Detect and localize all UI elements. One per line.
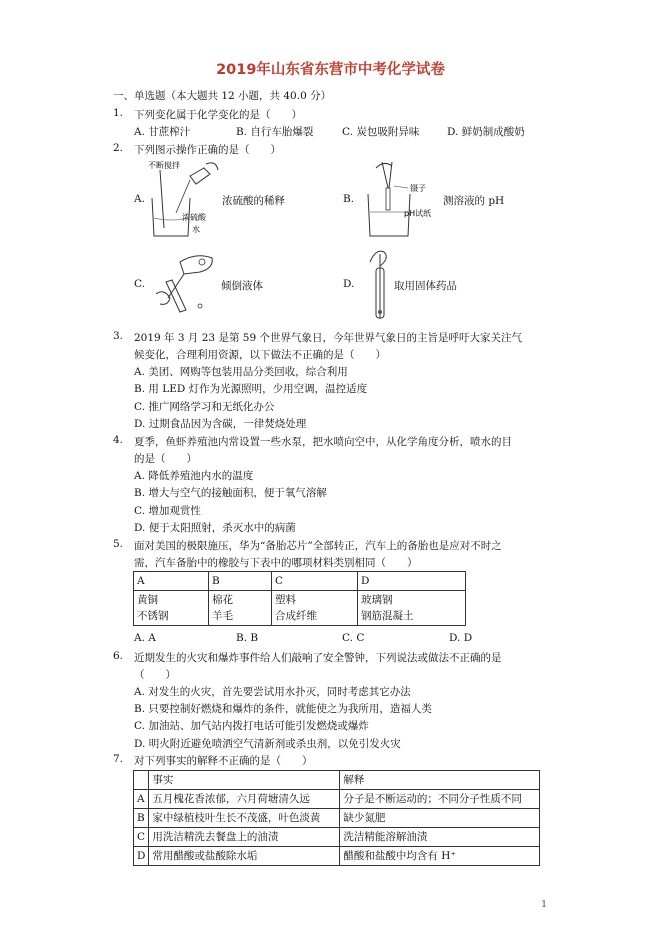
question-text: 下列变化属于化学变化的是（ ） bbox=[134, 109, 302, 121]
material-table bbox=[133, 571, 466, 626]
water-label: 水 bbox=[192, 225, 200, 234]
facts-table bbox=[133, 770, 540, 866]
option-a: A. A bbox=[134, 632, 156, 644]
question-text-line2: 需，汽车备胎中的橡胶与下表中的哪项材料类别相同（ ） bbox=[134, 557, 418, 569]
option-c: C. 加油站、加气站内拨打电话可能引发燃烧或爆炸 bbox=[134, 720, 369, 732]
table-cell: D bbox=[134, 847, 149, 866]
question-number: 2. bbox=[113, 142, 124, 154]
option-c: C. 增加观赏性 bbox=[134, 505, 201, 517]
option-a-text: 浓硫酸的稀释 bbox=[222, 195, 285, 207]
question-text-line2: 的是（ ） bbox=[134, 453, 197, 465]
table-cell: 五月槐花香浓郁，六月荷塘清久远 bbox=[149, 790, 340, 809]
question-text-line1: 夏季，鱼虾养殖池内常设置一些水泵，把水喷向空中，从化学角度分析，喷水的目 bbox=[134, 436, 512, 448]
table-cell: 黄铜 不锈钢 bbox=[134, 591, 209, 626]
table-header-row bbox=[134, 771, 540, 790]
table-row bbox=[134, 828, 540, 847]
option-b: B. 自行车胎爆裂 bbox=[236, 126, 314, 138]
table-header-cell: D bbox=[358, 572, 466, 591]
option-b: B. 增大与空气的接触面积，便于氧气溶解 bbox=[134, 487, 327, 499]
table-cell: 棉花 羊毛 bbox=[209, 591, 272, 626]
option-d: D. 鲜奶制成酸奶 bbox=[447, 126, 525, 138]
option-d: D. D bbox=[449, 632, 473, 644]
question-number: 3. bbox=[113, 330, 124, 342]
table-row bbox=[134, 847, 540, 866]
table-cell: 玻璃钢 钢筋混凝土 bbox=[358, 591, 466, 626]
ph-paper-label: pH试纸 bbox=[404, 209, 432, 218]
stir-label: 不断搅拌 bbox=[148, 161, 180, 170]
question-text-line1: 面对美国的极限施压，华为“备胎芯片”全部转正，汽车上的备胎也是应对不时之 bbox=[134, 540, 502, 552]
table-cell: A bbox=[134, 790, 149, 809]
table-cell: C bbox=[134, 828, 149, 847]
question-text: 下列图示操作正确的是（ ） bbox=[134, 144, 281, 156]
option-d: D. 便于太阳照射，杀灭水中的病菌 bbox=[134, 522, 296, 534]
question-number: 1. bbox=[113, 107, 124, 119]
table-cell: 缺少氮肥 bbox=[340, 809, 540, 828]
table-row bbox=[134, 809, 540, 828]
pouring-figure bbox=[150, 248, 222, 318]
table-header-row bbox=[134, 572, 466, 591]
table-cell: B bbox=[134, 809, 149, 828]
ph-test-figure bbox=[362, 158, 442, 242]
option-d-text: 取用固体药品 bbox=[394, 280, 457, 292]
table-header-cell bbox=[134, 771, 149, 790]
question-text-line2: （ ） bbox=[134, 669, 176, 681]
option-a: A. 降低养殖池内水的温度 bbox=[134, 470, 254, 482]
table-header-cell: 解释 bbox=[340, 771, 540, 790]
table-cell: 塑料 合成纤维 bbox=[272, 591, 358, 626]
question-text: 对下列事实的解释不正确的是（ ） bbox=[134, 755, 313, 767]
table-cell: 常用醋酸或盐酸除水垢 bbox=[149, 847, 340, 866]
table-row bbox=[134, 790, 540, 809]
option-a-label: A. bbox=[134, 193, 145, 205]
acid-label: 浓硫酸 bbox=[182, 213, 206, 222]
option-a: A. 甘蔗榨汁 bbox=[134, 126, 191, 138]
table-cell: 醋酸和盐酸中均含有 H⁺ bbox=[340, 847, 540, 866]
option-c: C. 炭包吸附异味 bbox=[342, 126, 420, 138]
option-b-label: B. bbox=[343, 193, 355, 205]
table-header-cell: B bbox=[209, 572, 272, 591]
option-b-text: 测溶液的 pH bbox=[443, 195, 505, 207]
section-heading: 一、单选题（本大题共 12 小题，共 40.0 分） bbox=[113, 90, 332, 102]
table-cell: 洗洁精能溶解油渍 bbox=[340, 828, 540, 847]
option-d: D. 过期食品因为含碳，一律焚烧处理 bbox=[134, 418, 307, 430]
option-d-label: D. bbox=[343, 278, 355, 290]
table-row bbox=[134, 591, 466, 626]
option-c: C. 推广网络学习和无纸化办公 bbox=[134, 401, 275, 413]
option-b: B. B bbox=[236, 632, 259, 644]
table-header-cell: C bbox=[272, 572, 358, 591]
question-text-line1: 2019 年 3 月 23 是第 59 个世界气象日，今年世界气象日的主旨是呼吁大家关注气 bbox=[134, 332, 522, 344]
option-b: B. 用 LED 灯作为光源照明，少用空调，温控适度 bbox=[134, 383, 368, 395]
option-c: C. C bbox=[342, 632, 365, 644]
option-b: B. 只要控制好燃烧和爆炸的条件，就能使之为我所用，造福人类 bbox=[134, 703, 432, 715]
solid-reagent-figure bbox=[362, 244, 398, 324]
question-text: 近期发生的火灾和爆炸事件给人们敲响了安全警钟，下列说法或做法不正确的是 bbox=[134, 652, 502, 664]
table-header-cell: 事实 bbox=[149, 771, 340, 790]
question-number: 7. bbox=[113, 753, 124, 765]
question-number: 5. bbox=[113, 538, 124, 550]
page-title: 2019年山东省东营市中考化学试卷 bbox=[216, 62, 445, 78]
option-a: A. 美团、网购等包装用品分类回收，综合利用 bbox=[134, 366, 348, 378]
table-cell: 用洗洁精洗去餐盘上的油渍 bbox=[149, 828, 340, 847]
tweezers-label: 镊子 bbox=[410, 184, 426, 193]
table-header-cell: A bbox=[134, 572, 209, 591]
page-number: 1 bbox=[541, 900, 547, 910]
option-d: D. 明火附近避免喷洒空气清新剂或杀虫剂，以免引发火灾 bbox=[134, 738, 401, 750]
option-a: A. 对发生的火灾，首先要尝试用水扑灭，同时考虑其它办法 bbox=[134, 686, 411, 698]
question-number: 4. bbox=[113, 434, 124, 446]
question-text-line2: 候变化，合理利用资源，以下做法不正确的是（ ） bbox=[134, 349, 386, 361]
option-c-text: 倾倒液体 bbox=[221, 280, 263, 292]
table-cell: 分子是不断运动的；不同分子性质不同 bbox=[340, 790, 540, 809]
question-number: 6. bbox=[113, 650, 124, 662]
dilution-figure bbox=[146, 158, 222, 242]
option-c-label: C. bbox=[134, 278, 145, 290]
table-cell: 家中绿植枝叶生长不茂盛，叶色淡黄 bbox=[149, 809, 340, 828]
